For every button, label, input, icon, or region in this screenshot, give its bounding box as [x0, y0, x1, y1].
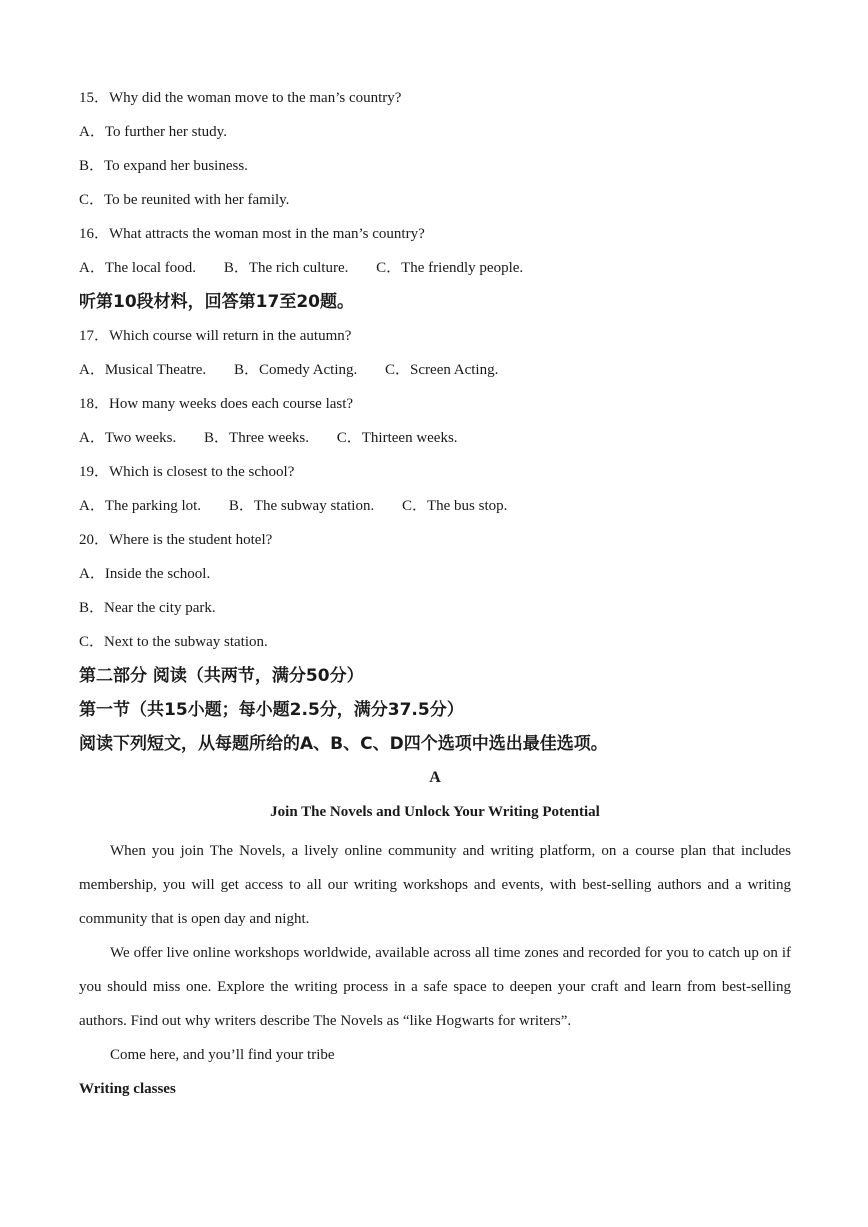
- question-15-option-a: A．To further her study.: [79, 124, 227, 140]
- passage-paragraph-3: Come here, and you’ll find your tribe: [110, 1047, 335, 1063]
- exam-page: [79, 86, 791, 1106]
- question-19-option-b: B．The subway station.: [228, 498, 375, 514]
- question-16-option-c: C．The friendly people.: [376, 260, 524, 276]
- question-18-options: [79, 426, 791, 460]
- question-19-option-a: A．The parking lot.: [79, 498, 202, 514]
- question-19-stem: 19．Which is closest to the school?: [79, 464, 295, 480]
- passage-subheading: Writing classes: [79, 1081, 176, 1097]
- passage-title: Join The Novels and Unlock Your Writing Potential: [270, 804, 600, 820]
- question-18-option-b: B．Three weeks.: [204, 430, 309, 446]
- question-18-option-c: C．Thirteen weeks.: [336, 430, 458, 446]
- passage-paragraph-2: We offer live online workshops worldwide, available across all time zones and recorded for you to catch up on if you should miss one. Explore the writing process in a safe space to deepen your craft and learn from best-selling authors. Find out why writers describe The Novels as “like Hogwarts for writers”.: [79, 945, 791, 1029]
- question-16-option-a: A．The local food.: [79, 260, 197, 276]
- question-19-option-c: C．The bus stop.: [401, 498, 508, 514]
- question-19-options: [79, 494, 791, 528]
- question-17-options: [79, 358, 791, 392]
- question-15-option-b: B．To expand her business.: [79, 158, 248, 174]
- question-20-option-b: B．Near the city park.: [79, 600, 216, 616]
- question-20-option-c: C．Next to the subway station.: [79, 634, 268, 650]
- question-16-stem: 16．What attracts the woman most in the man’s country?: [79, 226, 425, 242]
- section-10-instruction: 听第10段材料，回答第17至20题。: [79, 292, 354, 312]
- question-20-stem: 20．Where is the student hotel?: [79, 532, 273, 548]
- passage-letter: A: [429, 769, 441, 786]
- question-17-option-b: B．Comedy Acting.: [233, 362, 358, 378]
- question-17-stem: 17．Which course will return in the autumn?: [79, 328, 352, 344]
- question-17-option-c: C．Screen Acting.: [385, 362, 499, 378]
- question-16-option-b: B．The rich culture.: [223, 260, 349, 276]
- part-2-section-1-heading: 第一节（共15小题；每小题2.5分，满分37.5分）: [79, 700, 464, 720]
- question-15-stem: 15．Why did the woman move to the man’s country?: [79, 90, 402, 106]
- passage-paragraph-1: When you join The Novels, a lively online community and writing platform, on a course plan that includes membership, you will get access to all our writing workshops and events, with best-selling authors and a writing community that is open day and night.: [79, 843, 791, 927]
- question-15-option-c: C．To be reunited with her family.: [79, 192, 290, 208]
- reading-instruction: 阅读下列短文，从每题所给的A、B、C、D四个选项中选出最佳选项。: [79, 734, 608, 754]
- question-20-option-a: A．Inside the school.: [79, 566, 211, 582]
- question-18-stem: 18．How many weeks does each course last?: [79, 396, 354, 412]
- question-16-options: [79, 256, 791, 290]
- part-2-heading: 第二部分 阅读（共两节，满分50分）: [79, 666, 364, 686]
- question-18-option-a: A．Two weeks.: [79, 430, 177, 446]
- question-17-option-a: A．Musical Theatre.: [79, 362, 207, 378]
